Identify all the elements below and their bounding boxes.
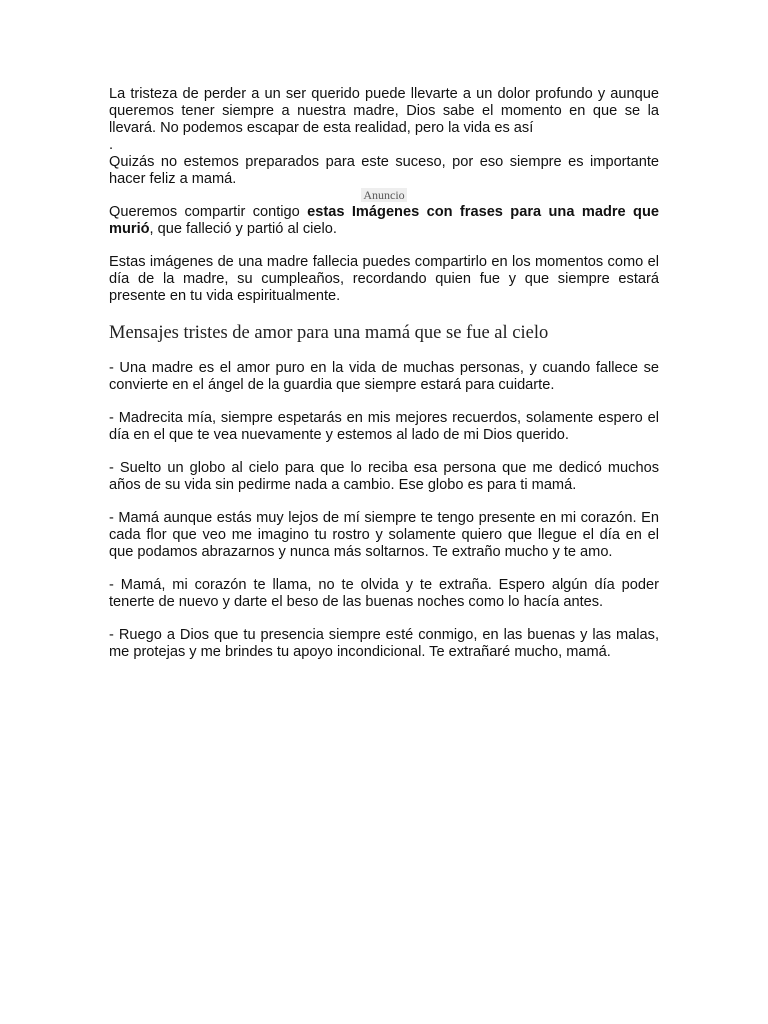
document-page	[109, 86, 659, 661]
message-1: - Una madre es el amor puro en la vida de muchas personas, y cuando fallece se convierte en el ángel de la guardia que siempre estará para cuidarte.	[109, 360, 659, 393]
share-tail: , que falleció y partió al cielo.	[149, 221, 337, 237]
message-3: - Suelto un globo al cielo para que lo reciba esa persona que me dedicó muchos años de su vida sin pedirme nada a cambio. Ese globo es para ti mamá.	[109, 460, 659, 493]
ad-row	[109, 187, 659, 204]
share-paragraph	[109, 204, 659, 238]
ad-label: Anuncio	[363, 188, 405, 202]
intro-dot: .	[109, 137, 114, 153]
message-2: - Madrecita mía, siempre espetarás en mis mejores recuerdos, solamente espero el día en el que te vea nuevamente y estemos al lado de mi Dios querido.	[109, 410, 659, 443]
share-bold: estas Imágenes con frases para una madre que murió	[109, 204, 659, 237]
intro-paragraph: La tristeza de perder a un ser querido puede llevarte a un dolor profundo y aunque queremos tener siempre a nuestra madre, Dios sabe el momento en que se la llevará. No podemos escapar de esta realidad, pero la vida es así	[109, 86, 659, 136]
message-4: - Mamá aunque estás muy lejos de mí siempre te tengo presente en mi corazón. En cada flor que veo me imagino tu rostro y solamente quiero que llegue el día en el que podamos abrazarnos y nunca más soltarnos. Te extraño mucho y te amo.	[109, 510, 659, 560]
prepared-paragraph: Quizás no estemos preparados para este suceso, por eso siempre es importante hacer feliz a mamá.	[109, 154, 659, 187]
message-5: - Mamá, mi corazón te llama, no te olvida y te extraña. Espero algún día poder tenerte de nuevo y darte el beso de las buenas noches como lo hacía antes.	[109, 577, 659, 610]
moments-paragraph: Estas imágenes de una madre fallecia puedes compartirlo en los momentos como el día de la madre, su cumpleaños, recordando quien fue y que siempre estará presente en tu vida espiritualmente.	[109, 254, 659, 304]
share-lead: Queremos compartir contigo	[109, 204, 308, 220]
message-6: - Ruego a Dios que tu presencia siempre esté conmigo, en las buenas y las malas, me protejas y me brindes tu apoyo incondicional. Te extrañaré mucho, mamá.	[109, 627, 659, 660]
section-title: Mensajes tristes de amor para una mamá que se fue al cielo	[109, 323, 549, 343]
